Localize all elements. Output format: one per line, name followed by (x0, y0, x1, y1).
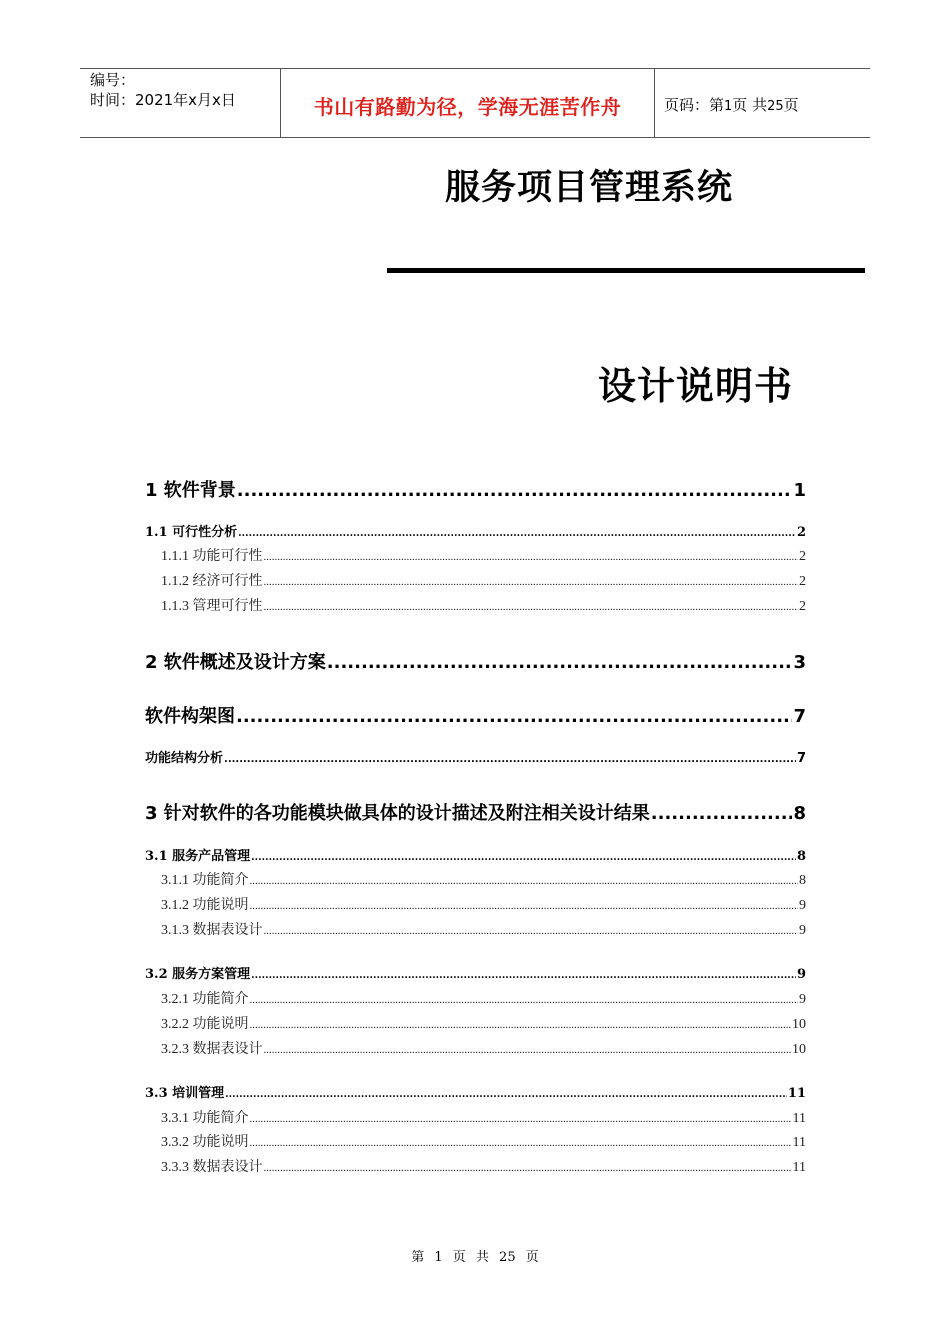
toc-leader (264, 551, 799, 563)
toc-leader (225, 1089, 787, 1100)
document-subtitle: 设计说明书 (598, 364, 794, 408)
toc-leader (327, 652, 793, 672)
toc-entry-page: 10 (792, 1042, 806, 1057)
page-number-label (664, 94, 799, 115)
toc-entry-text: 3.2 服务方案管理 (145, 967, 251, 982)
toc-entry-page: 11 (792, 1160, 806, 1175)
toc-entry[interactable] (161, 869, 806, 889)
toc-leader (264, 925, 799, 937)
toc-entry-page: 7 (793, 706, 806, 727)
toc-entry-text: 1.1 可行性分析 (145, 525, 238, 540)
toc-entry[interactable] (145, 702, 806, 728)
page-footer: 第 1 页 共 25 页 (411, 1250, 539, 1265)
toc-leader (250, 875, 799, 887)
toc-entry[interactable] (161, 1107, 806, 1127)
toc-entry-page: 1 (793, 480, 806, 501)
toc-entry-text: 功能结构分析 (145, 751, 224, 766)
page-current: 1 (724, 99, 733, 114)
toc-entry[interactable] (145, 476, 806, 502)
toc-entry-page: 7 (796, 751, 806, 766)
toc-entry[interactable] (145, 845, 806, 864)
toc-entry-text: 3.1 服务产品管理 (145, 849, 251, 864)
toc-entry[interactable] (161, 545, 806, 565)
toc-leader (250, 1113, 792, 1125)
toc-leader (250, 994, 799, 1006)
toc-leader (264, 576, 799, 588)
toc-entry-page: 8 (793, 803, 806, 824)
toc-entry[interactable] (161, 1013, 806, 1033)
toc-entry-text: 3.1.1 功能简介 (161, 873, 249, 888)
toc-entry[interactable] (161, 1131, 806, 1151)
date-label: 时间：2021年x月x日 (90, 91, 236, 109)
toc-entry[interactable] (161, 570, 806, 590)
toc-leader (224, 754, 796, 765)
toc-entry-text: 1.1.1 功能可行性 (161, 549, 263, 564)
toc-entry-page: 11 (792, 1135, 806, 1150)
toc-leader (251, 852, 796, 863)
toc-entry-text: 3.1.2 功能说明 (161, 898, 249, 913)
toc-leader (264, 1044, 792, 1056)
toc-entry-page: 10 (792, 1017, 806, 1032)
toc-leader (237, 480, 793, 500)
code-label: 编号： (90, 71, 136, 89)
toc-entry-text: 软件构架图 (145, 706, 235, 727)
header-page-cell (654, 69, 870, 137)
toc-entry[interactable] (145, 747, 806, 766)
toc-entry[interactable] (161, 595, 806, 615)
toc-entry-page: 2 (796, 525, 806, 540)
title-rule (387, 268, 865, 273)
toc-entry[interactable] (161, 894, 806, 914)
toc-leader (251, 970, 796, 981)
toc-entry[interactable] (145, 799, 806, 825)
toc-entry-text: 1 软件背景 (145, 480, 236, 501)
toc-entry-text: 3.3.2 功能说明 (161, 1135, 249, 1150)
toc-entry-page: 8 (796, 849, 806, 864)
toc-entry[interactable] (161, 919, 806, 939)
toc-entry-page: 9 (799, 992, 806, 1007)
page-label-prefix: 页码：第 (664, 96, 725, 114)
toc-leader (250, 1019, 792, 1031)
toc-entry-text: 3.3 培训管理 (145, 1086, 225, 1101)
motto: 书山有路勤为径，学海无涯苦作舟 (313, 95, 622, 119)
toc-entry-page: 2 (799, 599, 806, 614)
toc-entry-page: 2 (799, 574, 806, 589)
toc-entry-text: 3.2.1 功能简介 (161, 992, 249, 1007)
toc-leader (250, 900, 799, 912)
toc-entry-page: 9 (799, 898, 806, 913)
toc-entry[interactable] (161, 988, 806, 1008)
toc-entry-page: 3 (793, 652, 806, 673)
header-motto-cell (280, 69, 655, 137)
toc-entry-page: 11 (787, 1086, 806, 1101)
toc-entry-text: 2 软件概述及设计方案 (145, 652, 326, 673)
toc-entry[interactable] (145, 521, 806, 540)
toc-entry-text: 3 针对软件的各功能模块做具体的设计描述及附注相关设计结果 (145, 803, 650, 824)
document-title: 服务项目管理系统 (445, 168, 734, 208)
toc-entry-page: 11 (792, 1111, 806, 1126)
toc-entry-page: 9 (799, 923, 806, 938)
page-total: 25 (767, 99, 784, 114)
toc-entry-text: 1.1.2 经济可行性 (161, 574, 263, 589)
toc-entry-page: 2 (799, 549, 806, 564)
toc-entry[interactable] (161, 1156, 806, 1176)
toc-leader (250, 1137, 792, 1149)
toc-leader (651, 803, 793, 823)
toc-leader (236, 706, 792, 726)
toc-entry-text: 3.3.3 数据表设计 (161, 1160, 263, 1175)
toc-leader (238, 528, 796, 539)
toc-entry-text: 3.1.3 数据表设计 (161, 923, 263, 938)
header-meta-cell (80, 69, 280, 137)
page-label-suffix: 页 (783, 96, 799, 114)
toc-entry[interactable] (145, 648, 806, 674)
toc-entry[interactable] (145, 963, 806, 982)
toc-entry-page: 8 (799, 873, 806, 888)
document-header (80, 68, 870, 138)
toc-entry-text: 3.3.1 功能简介 (161, 1111, 249, 1126)
toc-leader (264, 601, 799, 613)
toc-entry-text: 3.2.3 数据表设计 (161, 1042, 263, 1057)
toc-entry-text: 1.1.3 管理可行性 (161, 599, 263, 614)
toc-entry-page: 9 (796, 967, 806, 982)
toc-entry[interactable] (145, 1082, 806, 1101)
toc-entry[interactable] (161, 1038, 806, 1058)
toc-leader (264, 1162, 792, 1174)
page-label-mid: 页 共 (732, 96, 768, 114)
toc-entry-text: 3.2.2 功能说明 (161, 1017, 249, 1032)
